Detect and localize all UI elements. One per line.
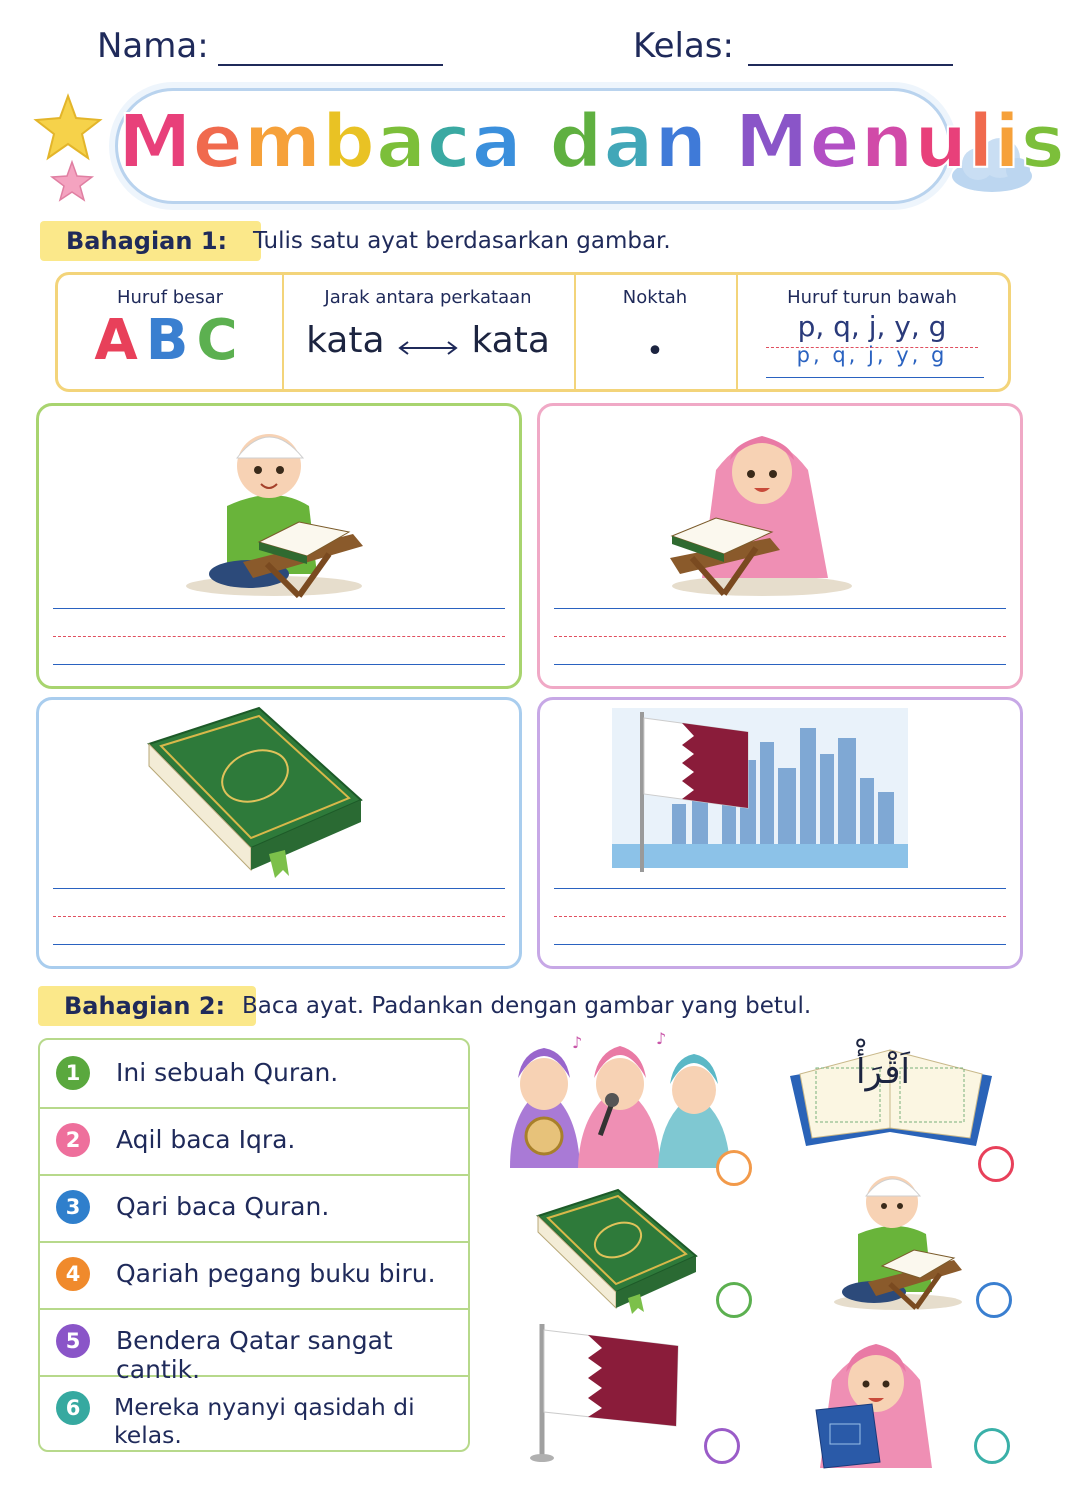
sentence-text-6: Mereka nyanyi qasidah di kelas. [114,1393,415,1449]
capital-letter-a: A [94,308,146,373]
sentence-text-4: Qariah pegang buku biru. [116,1259,436,1288]
title-letter: l [968,99,995,185]
title-letter: s [1020,99,1066,185]
match-circle-2[interactable] [978,1146,1014,1182]
section2-instruction: Baca ayat. Padankan dengan gambar yang betul. [242,993,812,1019]
rule-spacing-title: Jarak antara perkataan [324,287,532,308]
descender-top: p, q, j, y, g [797,310,947,343]
write-line-top[interactable] [53,888,505,889]
descender-bottom: p, q, j, y, g [796,343,948,367]
boy-reading-quran-icon-2 [828,1164,968,1312]
green-quran-book-icon [139,704,369,880]
write-line-mid [53,636,505,637]
write-line-mid [554,916,1006,917]
write-line-mid [554,636,1006,637]
sentence-number-1: 1 [56,1056,90,1090]
green-quran-book-icon-2 [532,1186,702,1316]
write-line-bottom [554,664,1006,665]
qatar-flag-skyline-icon [602,708,912,878]
girl-reading-quran-icon [652,410,852,602]
title-letter: b [321,99,376,185]
sentence-number-2: 2 [56,1123,90,1157]
writing-card-3 [36,697,522,969]
period-mark: • [646,334,664,369]
title-letter: M [734,99,810,185]
capital-letters [58,308,282,373]
title-letter: d [549,99,604,185]
rule-capital-title: Huruf besar [116,287,224,308]
title-letter [708,99,735,185]
writing-card-1 [36,403,522,689]
write-line-mid [53,916,505,917]
title-letter: n [860,99,915,185]
sentence-number-3: 3 [56,1190,90,1224]
match-circle-3[interactable] [716,1282,752,1318]
title-letter: a [603,99,655,185]
section2-tag: Bahagian 2: [38,986,256,1026]
write-line-bottom [53,944,505,945]
girl-holding-blue-book-icon [810,1330,940,1470]
write-line-bottom [53,664,505,665]
class-field[interactable] [748,64,953,66]
section1-instruction: Tulis satu ayat berdasarkan gambar. [253,228,671,254]
rule-capital [58,275,284,389]
sentence-text-1: Ini sebuah Quran. [116,1058,339,1087]
sentence-text-3: Qari baca Quran. [116,1192,330,1221]
rule-period-title: Noktah [622,287,688,308]
sentence-row-4 [40,1241,468,1310]
girls-singing-qasidah-icon [500,1028,736,1178]
svg-text:♪: ♪ [656,1029,667,1048]
rule-spacing [282,275,576,389]
match-circle-4[interactable] [976,1282,1012,1318]
star-decoration-icon [38,92,108,202]
title-letter: i [994,99,1021,185]
name-label: Nama: [97,26,209,66]
spacing-word-2: kata [471,320,550,361]
iqra-text: اَقْرَأْ [856,1052,910,1092]
title-banner [115,88,1066,204]
sentence-number-5: 5 [56,1324,90,1358]
section1-tag: Bahagian 1: [40,221,261,261]
spacing-word-1: kata [306,320,385,361]
rule-descender [736,275,1008,389]
title-letter: a [471,99,523,185]
write-line-bottom [554,944,1006,945]
title-letter: c [426,99,472,185]
sentence-text-2: Aqil baca Iqra. [116,1125,296,1154]
sentence-text-5: Bendera Qatar sangat cantik. [116,1326,393,1384]
title-letter: u [914,99,969,185]
title-letter [523,99,550,185]
capital-letter-c: C [196,308,246,373]
sentence-row-3 [40,1174,468,1243]
sentence-row-5 [40,1308,468,1384]
match-circle-6[interactable] [974,1428,1010,1464]
qatar-flag-icon [526,1320,686,1466]
page-title [118,99,1066,185]
capital-letter-b: B [145,308,197,373]
writing-rules-panel [55,272,1011,392]
writing-card-4 [537,697,1023,969]
rule-period [574,275,738,389]
class-label: Kelas: [633,26,734,66]
boy-reading-quran-icon [179,414,369,604]
title-letter: e [809,99,861,185]
title-letter: m [243,99,322,185]
writing-card-2 [537,403,1023,689]
rule-descender-title: Huruf turun bawah [787,287,957,308]
sentence-list [38,1038,470,1452]
title-letter: a [375,99,427,185]
double-arrow-icon [396,338,460,358]
name-field[interactable] [218,64,443,66]
title-letter: e [192,99,244,185]
sentence-number-4: 4 [56,1257,90,1291]
write-line-top[interactable] [53,608,505,609]
sentence-row-6 [40,1375,468,1450]
write-line-top[interactable] [554,888,1006,889]
match-circle-5[interactable] [704,1428,740,1464]
svg-text:♪: ♪ [572,1033,583,1052]
write-line-top[interactable] [554,608,1006,609]
sentence-row-1 [40,1040,468,1109]
sentence-number-6: 6 [56,1391,90,1425]
title-letter: M [118,99,193,185]
match-circle-1[interactable] [716,1150,752,1186]
sentence-row-2 [40,1107,468,1176]
title-letter: n [654,99,709,185]
